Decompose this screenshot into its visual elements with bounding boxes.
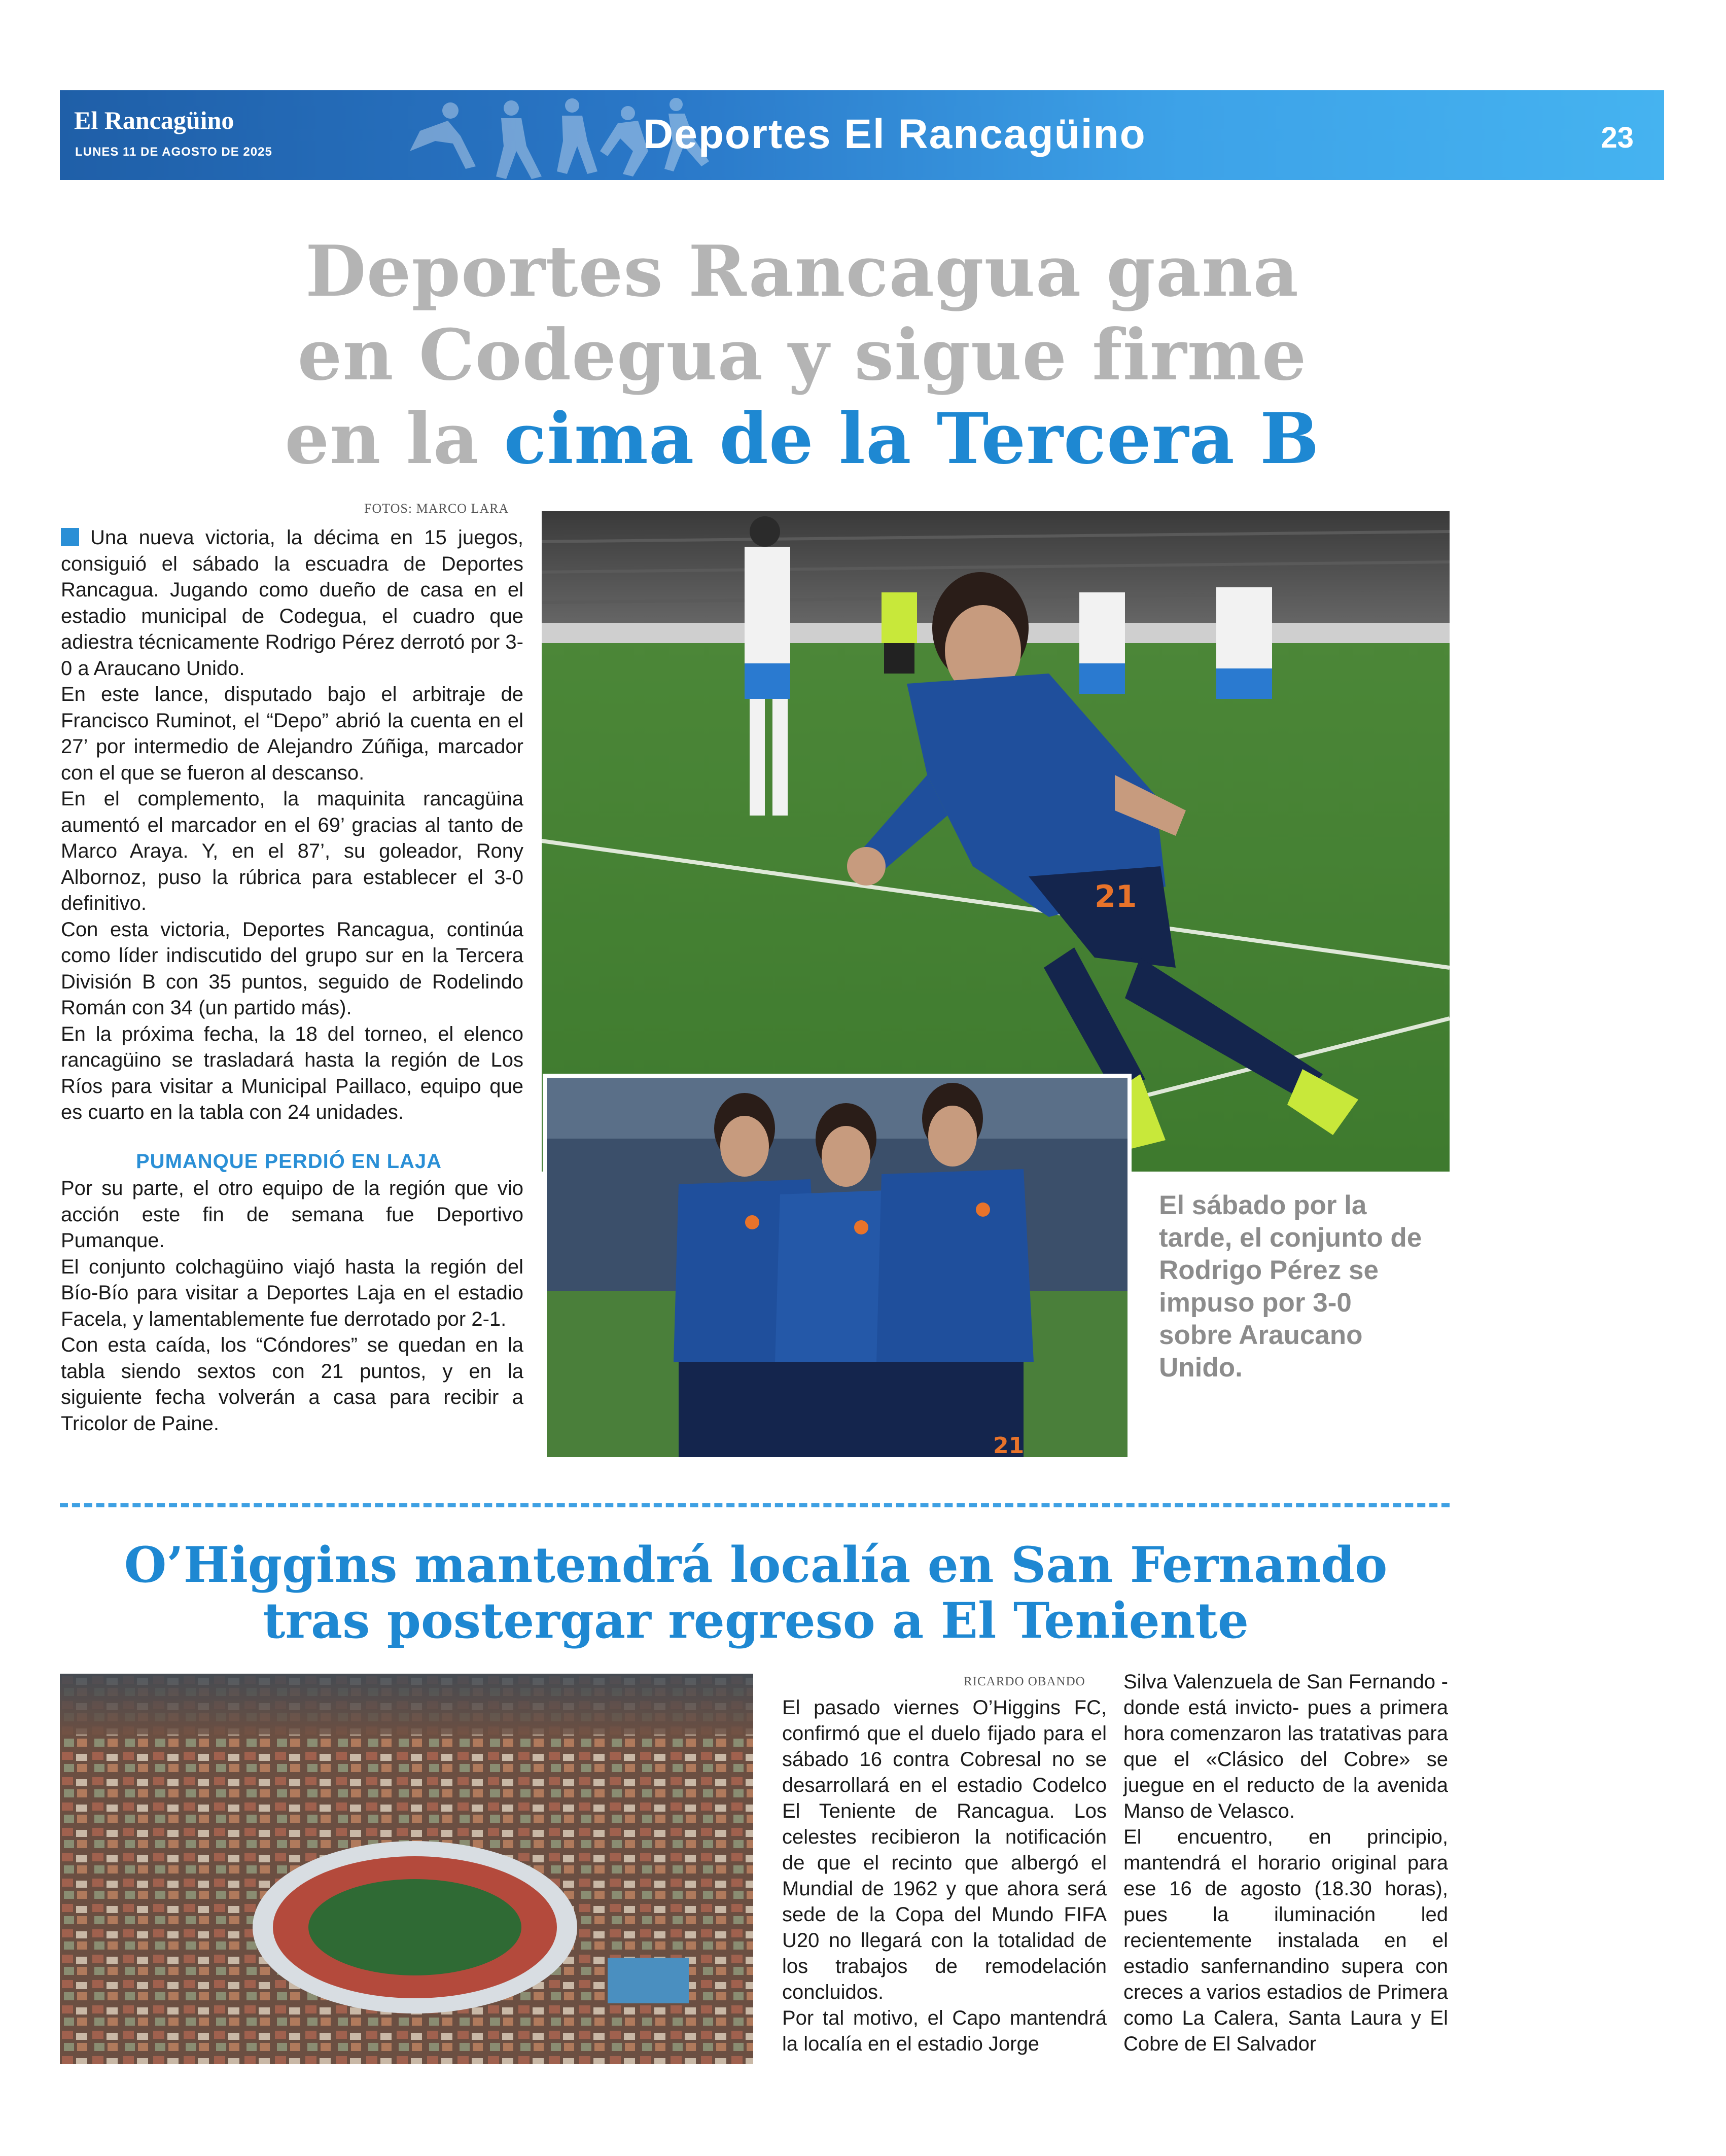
article-2-col-1: [782, 1695, 1107, 2057]
match-photo-celebration: [542, 511, 1450, 1172]
article-paragraph: Por su parte, el otro equipo de la región que vio acción este fin de semana fue Deportivo Pumanque.: [61, 1177, 523, 1252]
article-paragraph: En el complemento, la maquinita rancagüina aumentó el marcador en el 69’ gracias al tanto de Marco Araya. Y, en el 87’, su goleador, Rony Albornoz, puso la rúbrica para establecer el 3-0 definitivo.: [61, 788, 523, 914]
subheading: PUMANQUE PERDIÓ EN LAJA: [136, 1150, 442, 1173]
article-2-col-2: [1123, 1669, 1448, 2057]
page-number: 23: [1601, 121, 1634, 154]
article-2-headline-line-2: tras postergar regreso a El Teniente: [263, 1592, 1249, 1649]
article-1-body-2: [61, 1176, 523, 1437]
section-divider: [60, 1503, 1450, 1507]
article-1-body: [61, 525, 523, 1126]
article-paragraph: Una nueva victoria, la décima en 15 juegos, consiguió el sábado la escuadra de Deportes Rancagua. Jugando como dueño de casa en el estadio municipal de Codegua, el cuadro que adiestra técnicamente Rodrigo Pérez derrotó por 3-0 a Araucano Unido.: [61, 526, 523, 680]
article-2-headline-line-1: O’Higgins mantendrá localía en San Fernando: [124, 1536, 1388, 1594]
svg-text:21: 21: [1095, 879, 1137, 914]
issue-date: LUNES 11 DE AGOSTO DE 2025: [75, 145, 272, 159]
article-paragraph: Con esta victoria, Deportes Rancagua, continúa como líder indiscutido del grupo sur en la Tercera División B con 35 puntos, seguido de Rodelindo Román con 34 (un partido más).: [61, 918, 523, 1019]
headline-line-2: en Codegua y sigue firme: [297, 313, 1307, 396]
article-paragraph: En este lance, disputado bajo el arbitraje de Francisco Ruminot, el “Depo” abrió la cuenta en el 27’ por intermedio de Alejandro Zúñiga, marcador con el que se fueron al descanso.: [61, 683, 523, 784]
photo-caption: El sábado por la tarde, el conjunto de Rodrigo Pérez se impuso por 3-0 sobre Araucano Unido.: [1159, 1190, 1422, 1383]
svg-text:21: 21: [993, 1433, 1025, 1457]
article-paragraph: El encuentro, en principio, mantendrá el horario original para ese 16 de agosto (18.30 horas), pues la iluminación led recientemente instalada en el estadio sanfernandino supera con creces a varios estadios de Primera como La Calera, Santa Laura y El Cobre de El Salvador: [1123, 1826, 1448, 2055]
article-paragraph: El conjunto colchagüino viajó hasta la región del Bío-Bío para visitar a Deportes Laja en el estadio Facela, y lamentablemente fue derrotado por 2-1.: [61, 1255, 523, 1330]
article-paragraph: Por tal motivo, el Capo mantendrá la localía en el estadio Jorge: [782, 2007, 1107, 2055]
section-title: Deportes El Rancagüino: [643, 111, 1146, 157]
photo-credit: FOTOS: MARCO LARA: [364, 501, 509, 516]
headline-line-3-blue: cima de la Tercera B: [504, 397, 1320, 480]
page-header: [60, 90, 1664, 180]
article-paragraph: Con esta caída, los “Cóndores” se quedan en la tabla siendo sextos con 21 puntos, y en la siguiente fecha volverán a casa para recibir a Tricolor de Paine.: [61, 1334, 523, 1435]
article-paragraph: El pasado viernes O’Higgins FC, confirmó que el duelo fijado para el sábado 16 contra Cobresal no se desarrollará en el estadio Codelco El Teniente de Rancagua. Los celestes recibieron la notificación de que el recinto que albergó el Mundial de 1962 y que ahora será sede de la Copa del Mundo FIFA U20 no llegará con la totalidad de los trabajos de remodelación concluidos.: [782, 1696, 1107, 2003]
lead-square-icon: [61, 528, 79, 546]
author-credit: RICARDO OBANDO: [964, 1675, 1085, 1688]
headline-line-3-gray: en la: [285, 397, 479, 480]
match-photo-teammates: [543, 1074, 1132, 1461]
headline-line-1: Deportes Rancagua gana: [305, 230, 1299, 312]
article-paragraph: En la próxima fecha, la 18 del torneo, el elenco rancagüino se trasladará hasta la región de Los Ríos para visitar a Municipal Paillaco, equipo que es cuarto en la tabla con 24 unidades.: [61, 1022, 523, 1123]
masthead-brand: El Rancagüino: [74, 106, 234, 134]
article-paragraph: Silva Valenzuela de San Fernando -donde está invicto- pues a primera hora comenzaron las tratativas para que el «Clásico del Cobre» se juegue en el reducto de la avenida Manso de Velasco.: [1123, 1671, 1448, 1822]
headline-line-3: [0, 398, 1665, 479]
stadium-aerial-photo: [60, 1674, 753, 2064]
